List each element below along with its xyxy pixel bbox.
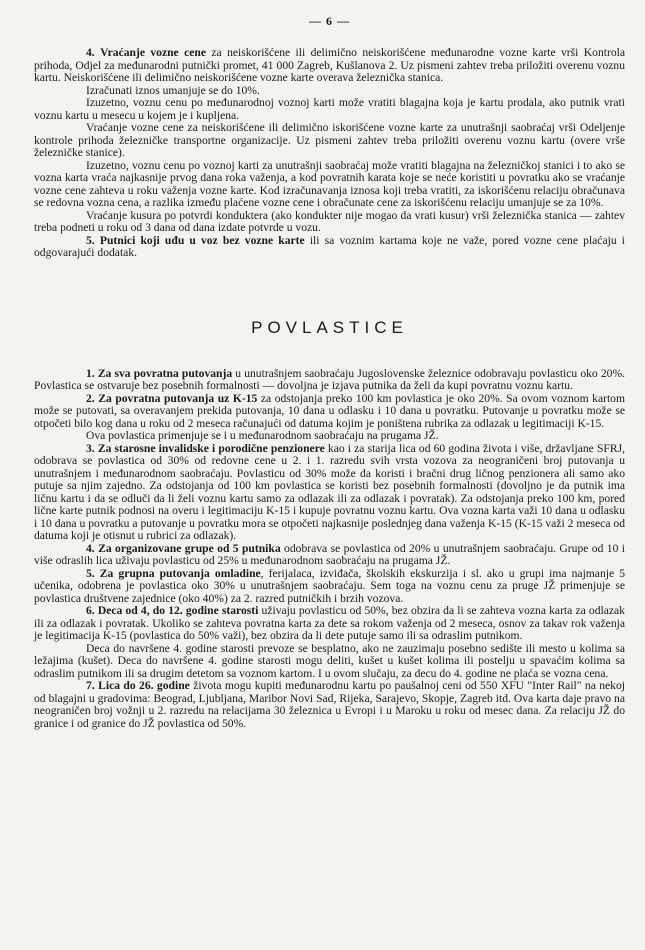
item-number: 6. <box>86 604 95 617</box>
list-item <box>34 393 625 431</box>
item-heading: Za sva povratna putovanja <box>97 366 233 380</box>
item-number: 3. <box>86 441 95 455</box>
list-item <box>34 443 625 543</box>
paragraph-exception-international: Izuzetno, voznu cenu po međunarodnoj voznoj karti može vratiti blagajna koja je kartu prodala, ako putnik vrati voznu kartu u mesecu u kojem je i kupljena. <box>34 96 625 122</box>
item-heading: Lica do 26. godine <box>98 679 190 692</box>
item-heading: Za povratna putovanja uz K-15 <box>98 391 258 405</box>
item-heading: Za grupna putovanja omladine <box>99 566 261 580</box>
section-title: POVLASTICE <box>251 317 408 337</box>
list-item <box>34 605 625 643</box>
item-heading: Vraćanje vozne cene <box>100 46 206 59</box>
item-text: , ferijalaca, izviđača, školskih ekskurzija i sl. ako u grupi ima najmanje 5 učenika, odobrena je povlastica oko 30% u unutrašnjem saobraćaju. Sem toga na voznu cenu za pruge JŽ primenjuje se povlastica društvene zajednice (oko 40%) za 2. razred putničkih i brzih vozova. <box>34 566 625 605</box>
page-number: — 6 — <box>309 14 350 28</box>
item-text: ili sa voznim kartama koje ne važe, pored vozne cene plaćaju i odgovarajući dodatak. <box>34 233 625 259</box>
item-heading: Za organizovane grupe od 5 putnika <box>98 541 281 555</box>
item-heading: Za starosne invalidske i porodične penzionere <box>97 441 325 455</box>
item-text: Ova povlastica primenjuje se i u međunarodnom saobraćaju na prugama JŽ. <box>86 429 439 442</box>
item-number: 7. <box>86 679 95 692</box>
item-text: uživaju povlasticu od 50%, bez obzira da li se zahteva vozna karta za odlazak ili za odlazak i povratak. Ukoliko se zahteva povratna karta za dete sa rokom važenja od 2 meseca, osnov za takav rok važenja je legitimacija K-15 (povlastica do 50% važi), bez obzira da li dete putuje samo ili sa odraslim putnikom. <box>34 604 625 642</box>
item-text: za neiskorišćene ili delimično neiskorišćene međunarodne vozne karte vrši Kontrola prihoda, Odjel za međunarodni putnički promet, 41 000 Zagreb, Kušlanova 2. Uz pismeni zahtev treba priložiti overenu voznu kartu. Neiskorišćene ili delimično neiskorišćene vozne karte overava železnička stanica. <box>34 46 625 84</box>
item-number: 4. <box>86 46 95 59</box>
list-item <box>34 643 625 681</box>
list-item <box>34 568 625 606</box>
item-number: 5. <box>86 566 95 580</box>
item-text: u unutrašnjem saobraćaju Jugoslovenske železnice odobravaju povlasticu oko 20%. Povlastica se ostvaruje bez posebnih formalnosti — dovoljna je izjava putnika da želi da kupi povratnu voznu kartu. <box>34 366 625 392</box>
paragraph-reduction: Izračunati iznos umanjuje se do 10%. <box>86 83 260 97</box>
paragraph-refund-domestic: Vraćanje vozne cene za neiskorišćene ili delimično iskorišćene vozne karte za unutrašnji saobraćaj vrši Odeljenje kontrole prihoda železničke transportne organizacije. Uz pismeni zahtev treba priložiti overenu voznu kartu (overe vrše železničke stanice). <box>34 121 625 159</box>
item-number: 1. <box>86 366 95 380</box>
item-text: odobrava se povlastica od 20% u unutrašnjem saobraćaju. Grupe od 10 i više odraslih lica uživaju povlasticu od 25% u međunarodnom saobraćaju na prugama JŽ. <box>34 541 625 567</box>
list-item <box>34 680 625 730</box>
item-text: života mogu kupiti međunarodnu kartu po paušalnoj ceni od 550 XFU "Inter Rail" na nekoj od blagajni u gradovima: Beograd, Ljubljana, Maribor Novi Sad, Rijeka, Sarajevo, Skopje, Zagreb itd. Ova karta daje pravo na neograničen broj vožnji u 2. razredu na relacijama 30 železnica u Evropi i u Maroku u roku od mesec dana. Za relaciju JŽ do granice i od granice do JŽ povlastica od 50%. <box>34 679 625 730</box>
paragraph-no-ticket <box>34 235 625 260</box>
list-item <box>34 368 625 393</box>
list-item <box>34 543 625 568</box>
item-text: kao i za starija lica od 60 godina života i više, državljane SFRJ, odobrava se povlastica od 30% od redovne cene u 2. i 1. razredu svih vrsta vozova za neograničeni broj putovanja u unutrašnjem i međunarodnom saobraćaju. Povlasticu od 30% može da koristi i bračni drug ličnog penzionera ali samo ako putuje sa njim zajedno. Za odstojanja od 100 km povlastica se koristi bez posebnih formalnosti (dovoljno je da putnik ima ličnu kartu i da se odluči da li želi voznu kartu samo za odlazak ili za odlazak i povratak). Za odstojanja preko 100 km, pored lične karte putnik podnosi na overu i legitimaciju K-15 i kupuje povratnu voznu kartu. Ova vozna karta važi 10 dana u odlasku i 10 dana u povratku a putovanje u povratku mora se otpočeti najkasnije poslednjeg dana važenja K-15 (K-15 važi 2 meseca od datuma koji je otisnut u rubrici za odlazak). <box>34 441 625 542</box>
paragraph-refund-international <box>34 47 625 85</box>
item-number: 4. <box>86 541 95 555</box>
paragraph-change-refund: Vraćanje kusura po potvrdi konduktera (ako kondukter nije mogao da vrati kusur) vrši železnička stanica — zahtev treba podneti u roku od 3 dana od dana izdate potvrde u vozu. <box>34 208 625 234</box>
item-text: za odstojanja preko 100 km povlastica je oko 20%. Sa ovom voznom kartom može se putovati, sa overavanjem prekida putovanja, 10 dana u odlasku i 10 dana u povratku. Putovanje u povratku može se otpočeti bilo kog dana u roku od 2 meseca računajući od datuma kojim je poništena rubrika za odlazak u legitimaciji K-15. <box>34 391 625 430</box>
item-heading: Putnici koji uđu u voz bez vozne karte <box>99 233 305 247</box>
item-heading: Deca od 4, do 12. godine starosti <box>97 604 259 617</box>
item-text: Deca do navršene 4. godine starosti prevoze se besplatno, ako ne zauzimaju posebno sedište ili mesto u kolima sa ležajima (kušet). Deca do navršene 4. godine starosti mogu deliti, kušet u kušet kolima ili postelju u spavaćim kolima sa odraslim putnikom ili sa drugim detetom sa voznom kartom. I u ovom slučaju, za decu do 4. godine ne plaća se vozna cena. <box>34 641 625 680</box>
paragraph-exception-domestic: Izuzetno, voznu cenu po voznoj karti za unutrašnji saobraćaj može vratiti blagajna na železničkoj stanici i to ako se vozna karta vraća najkasnije prvog dana roka važenja, a kod povratnih karata koje se neće koristiti u povratku ako se vraćanje vozne cene zahteva u roku važenja vozne karte. Kod izračunavanja iznosa koji treba vratiti, za iskorišćenu relaciju obračunava se redovna vozna cena, a razlika između plaćene vozne cene i obračunate cene za iskorišćenu relaciju umanjuje se za 10%. <box>34 158 625 209</box>
item-number: 5. <box>86 233 95 247</box>
item-number: 2. <box>86 391 95 405</box>
